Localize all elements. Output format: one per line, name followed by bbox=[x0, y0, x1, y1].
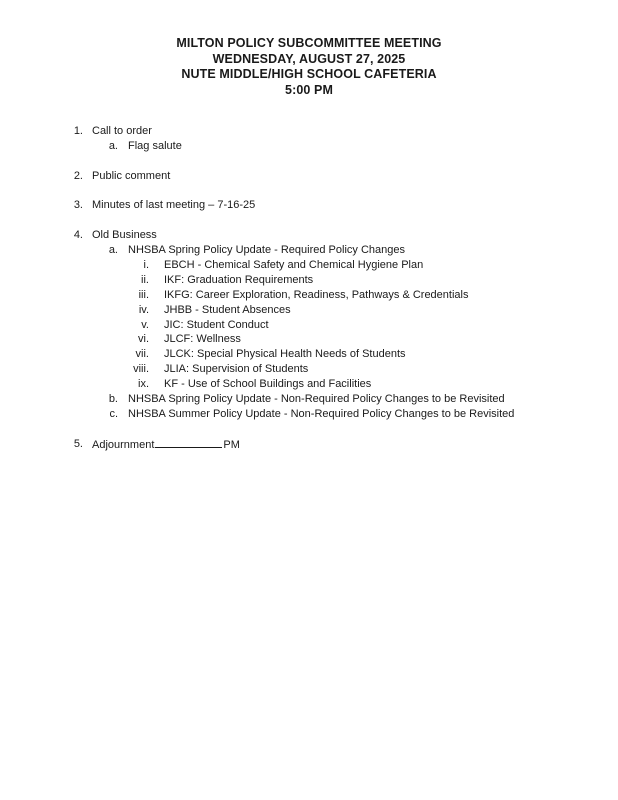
policy-numeral: iv. bbox=[138, 303, 149, 316]
item-number: 3. bbox=[73, 199, 83, 212]
subitem-label: NHSBA Spring Policy Update - Non-Required Policy Changes to be Revisited bbox=[128, 393, 505, 406]
subitem-label: NHSBA Summer Policy Update - Non-Required Policy Changes to be Revisited bbox=[128, 407, 515, 420]
policy-item bbox=[0, 258, 618, 273]
policy-label: JLIA: Supervision of Students bbox=[164, 363, 309, 376]
policy-numeral: v. bbox=[141, 318, 149, 331]
policy-item bbox=[0, 288, 618, 303]
policy-label: JIC: Student Conduct bbox=[164, 318, 269, 331]
item-label: Public comment bbox=[92, 169, 171, 182]
subitem-letter: b. bbox=[108, 393, 118, 406]
meeting-time: 5:00 PM bbox=[285, 82, 333, 97]
subitem-letter: a. bbox=[108, 139, 118, 152]
meeting-header bbox=[0, 36, 618, 98]
policy-numeral: ii. bbox=[141, 273, 149, 286]
agenda-subitem-spring-required bbox=[0, 243, 618, 258]
subitem-letter: c. bbox=[109, 407, 118, 420]
policy-item bbox=[0, 347, 618, 362]
agenda-item-call-to-order bbox=[0, 124, 618, 139]
policy-label: IKF: Graduation Requirements bbox=[164, 273, 314, 286]
subitem-label: NHSBA Spring Policy Update - Required Policy Changes bbox=[128, 244, 405, 257]
policy-item bbox=[0, 332, 618, 347]
agenda-item-old-business bbox=[0, 228, 618, 243]
agenda-subitem-summer-non-required bbox=[0, 407, 618, 422]
policy-item bbox=[0, 273, 618, 288]
agenda-subitem-spring-non-required bbox=[0, 392, 618, 407]
policy-numeral: vi. bbox=[138, 333, 149, 346]
policy-numeral: ix. bbox=[138, 378, 149, 391]
policy-label: KF - Use of School Buildings and Facilities bbox=[164, 378, 372, 391]
adjournment-suffix: PM bbox=[223, 438, 240, 451]
meeting-date: WEDNESDAY, AUGUST 27, 2025 bbox=[212, 51, 406, 66]
agenda-item-minutes bbox=[0, 198, 618, 213]
agenda-item-adjournment bbox=[0, 437, 618, 452]
item-label: Old Business bbox=[92, 229, 157, 242]
adjournment-time-blank bbox=[155, 437, 222, 448]
agenda-subitem-flag-salute bbox=[0, 139, 618, 154]
agenda-list bbox=[0, 124, 618, 452]
adjournment-line bbox=[92, 437, 240, 453]
subitem-letter: a. bbox=[108, 244, 118, 257]
item-label: Minutes of last meeting – 7-16-25 bbox=[92, 199, 256, 212]
subitem-label: Flag salute bbox=[128, 139, 182, 152]
item-number: 5. bbox=[73, 437, 83, 450]
item-label: Adjournment bbox=[92, 438, 155, 451]
policy-label: JLCF: Wellness bbox=[164, 333, 241, 346]
policy-item bbox=[0, 377, 618, 392]
policy-label: EBCH - Chemical Safety and Chemical Hygiene Plan bbox=[164, 259, 424, 272]
agenda-item-public-comment bbox=[0, 169, 618, 184]
meeting-location: NUTE MIDDLE/HIGH SCHOOL CAFETERIA bbox=[181, 67, 437, 81]
policy-item bbox=[0, 362, 618, 377]
policy-numeral: vii. bbox=[135, 348, 149, 361]
item-number: 2. bbox=[73, 169, 83, 182]
policy-item bbox=[0, 303, 618, 318]
item-number: 1. bbox=[73, 125, 83, 137]
policy-numeral: iii. bbox=[138, 288, 149, 301]
policy-label: JLCK: Special Physical Health Needs of Students bbox=[164, 348, 406, 361]
meeting-title: MILTON POLICY SUBCOMMITTEE MEETING bbox=[176, 36, 442, 50]
item-label: Call to order bbox=[92, 125, 152, 137]
policy-label: JHBB - Student Absences bbox=[164, 303, 291, 316]
policy-numeral: i. bbox=[143, 259, 149, 272]
item-number: 4. bbox=[73, 229, 83, 242]
policy-numeral: viii. bbox=[133, 363, 149, 376]
policy-item bbox=[0, 318, 618, 333]
policy-label: IKFG: Career Exploration, Readiness, Pathways & Credentials bbox=[164, 288, 469, 301]
